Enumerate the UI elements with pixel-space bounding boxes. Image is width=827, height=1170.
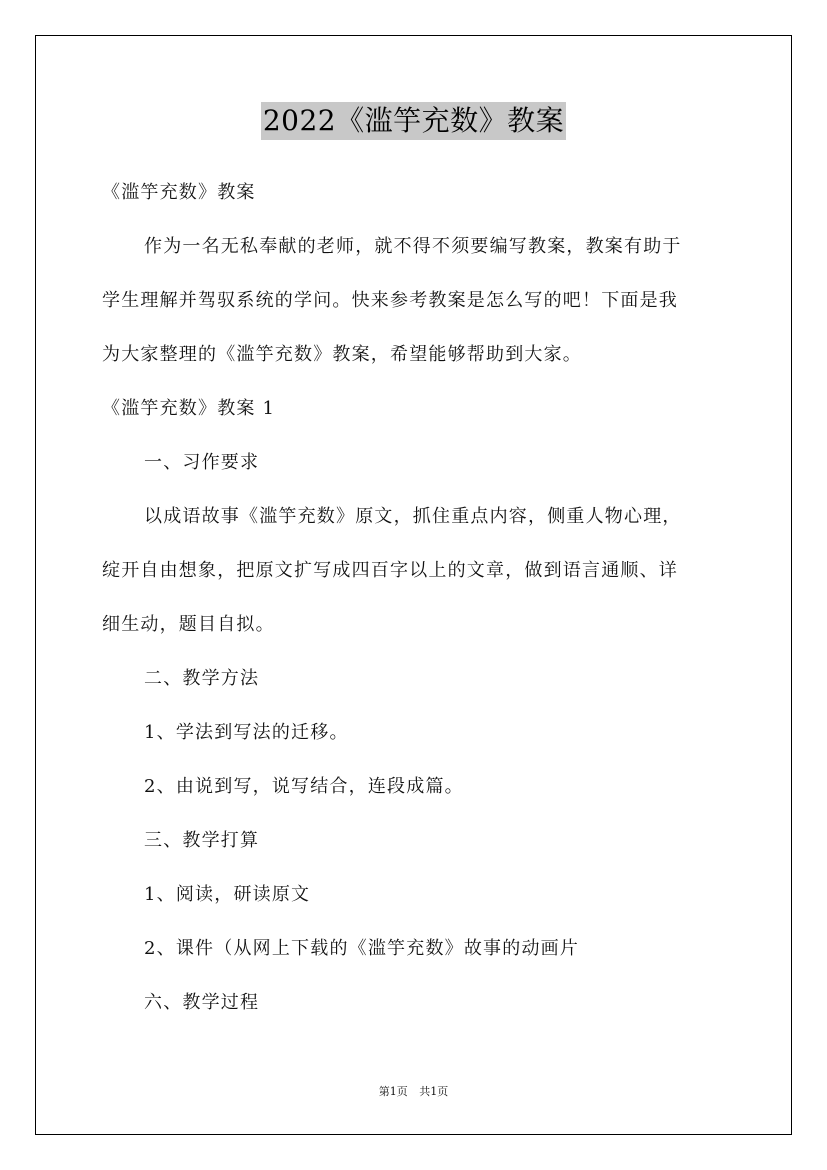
paragraph-line: 为大家整理的《滥竽充数》教案，希望能够帮助到大家。	[102, 344, 582, 365]
title-container	[0, 102, 827, 140]
list-item: 1、阅读，研读原文	[144, 884, 311, 905]
section-heading: 《滥竽充数》教案 1	[102, 398, 276, 419]
list-item: 2、课件（从网上下载的《滥竽充数》故事的动画片	[144, 938, 580, 959]
list-item: 1、学法到写法的迁移。	[144, 722, 349, 743]
subheading: 一、习作要求	[144, 452, 260, 473]
section-heading: 《滥竽充数》教案	[102, 182, 256, 203]
list-item: 2、由说到写，说写结合，连段成篇。	[144, 776, 464, 797]
page-number-current: 第1页	[378, 1085, 408, 1098]
document-title: 2022《滥竽充数》教案	[261, 102, 566, 140]
paragraph-line: 以成语故事《滥竽充数》原文，抓住重点内容，侧重人物心理，	[144, 506, 682, 527]
subheading: 六、教学过程	[144, 992, 260, 1013]
paragraph-line: 细生动，题目自拟。	[102, 614, 275, 635]
page-footer	[0, 1085, 827, 1099]
page-number-total: 共1页	[419, 1085, 449, 1098]
paragraph-line: 绽开自由想象，把原文扩写成四百字以上的文章，做到语言通顺、详	[102, 560, 678, 581]
subheading: 三、教学打算	[144, 830, 260, 851]
paragraph-line: 学生理解并驾驭系统的学问。快来参考教案是怎么写的吧！下面是我	[102, 290, 678, 311]
paragraph-line: 作为一名无私奉献的老师，就不得不须要编写教案，教案有助于	[144, 236, 682, 257]
subheading: 二、教学方法	[144, 668, 260, 689]
